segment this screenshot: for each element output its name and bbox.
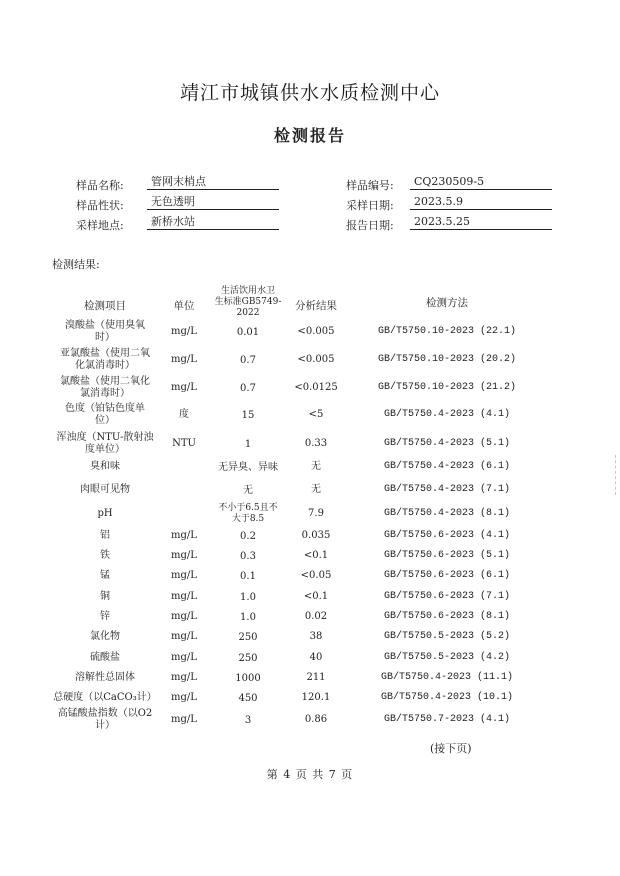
item-name: 锌 <box>100 611 110 622</box>
item-method: GB/T5750.10-2023 (22.1) <box>377 326 517 337</box>
item-unit: mg/L <box>171 550 197 561</box>
item-result: 120.1 <box>301 692 331 703</box>
item-result: 无 <box>311 461 321 472</box>
item-method: GB/T5750.6-2023 (8.1) <box>383 611 511 622</box>
item-name: 铁 <box>100 550 110 561</box>
item-standard: 250 <box>238 631 258 643</box>
item-standard: 1.0 <box>240 611 256 623</box>
col-standard: 生标准GB5749- <box>214 297 282 307</box>
item-method: GB/T5750.4-2023 (8.1) <box>383 508 511 519</box>
col-standard: 生活饮用水卫 <box>220 286 275 296</box>
item-standard: 250 <box>238 652 258 664</box>
item-unit: mg/L <box>171 692 197 703</box>
seal-edge <box>603 455 616 495</box>
item-standard: 15 <box>241 409 255 421</box>
item-name: 锰 <box>100 570 110 581</box>
item-standard: 0.01 <box>236 326 260 338</box>
item-name: 氯消毒时） <box>80 388 130 399</box>
item-name: 臭和味 <box>90 461 120 472</box>
item-unit: mg/L <box>171 611 197 622</box>
item-name: 位） <box>95 415 115 426</box>
item-result: <0.005 <box>297 326 335 337</box>
item-unit: 度 <box>179 409 189 420</box>
item-unit: mg/L <box>171 672 197 683</box>
item-name: 硫酸盐 <box>90 652 120 663</box>
page-footer: 第 4 页 共 7 页 <box>266 768 354 781</box>
col-standard: 2022 <box>236 308 260 318</box>
item-method: GB/T5750.4-2023 (6.1) <box>383 461 511 472</box>
item-result: <0.0125 <box>294 382 338 393</box>
item-result: 0.33 <box>304 438 328 449</box>
item-name: 计） <box>95 720 115 731</box>
info-label: 采样地点: <box>76 219 124 232</box>
item-result: 0.035 <box>301 530 331 541</box>
item-result: 40 <box>309 652 323 663</box>
col-unit: 单位 <box>173 300 195 312</box>
item-standard: 无异臭、异味 <box>218 461 278 473</box>
item-unit: mg/L <box>171 631 197 642</box>
item-standard: 不小于6.5且不 <box>218 503 278 513</box>
org-name: 靖江市城镇供水水质检测中心 <box>179 82 440 104</box>
col-item: 检测项目 <box>84 300 126 312</box>
info-label: 采样日期: <box>346 199 394 212</box>
item-method: GB/T5750.4-2023 (7.1) <box>383 484 511 495</box>
item-name: 高锰酸盐指数（以O2 <box>57 708 153 719</box>
item-method: GB/T5750.10-2023 (21.2) <box>377 382 517 393</box>
item-method: GB/T5750.5-2023 (4.2) <box>383 652 511 663</box>
info-value: 无色透明 <box>147 195 279 210</box>
item-method: GB/T5750.6-2023 (4.1) <box>383 530 511 541</box>
item-standard: 0.2 <box>240 530 256 542</box>
item-method: GB/T5750.5-2023 (5.2) <box>383 631 511 642</box>
item-unit: mg/L <box>171 354 197 365</box>
item-unit: mg/L <box>171 714 197 725</box>
item-method: GB/T5750.4-2023 (11.1) <box>380 672 514 683</box>
item-standard: 1 <box>244 438 252 450</box>
item-name: 浑浊度（NTU-散射浊 <box>56 432 154 443</box>
info-label: 样品名称: <box>76 179 124 192</box>
item-name: 氯化物 <box>90 631 120 642</box>
item-unit: mg/L <box>171 382 197 393</box>
item-unit: NTU <box>172 438 196 449</box>
item-result: <5 <box>308 409 324 420</box>
item-method: GB/T5750.10-2023 (20.2) <box>377 354 517 365</box>
continued-note: (接下页) <box>430 742 472 755</box>
item-result: <0.1 <box>303 591 329 602</box>
col-result: 分析结果 <box>295 300 337 312</box>
item-result: 38 <box>309 631 323 642</box>
item-result: <0.05 <box>300 570 332 581</box>
item-name: 总硬度（以CaCO₃计） <box>53 692 157 703</box>
item-name: 度单位） <box>85 444 125 455</box>
item-unit: mg/L <box>171 591 197 602</box>
item-method: GB/T5750.4-2023 (4.1) <box>383 409 511 420</box>
report-title: 检测报告 <box>273 126 346 145</box>
item-standard: 大于8.5 <box>231 514 265 524</box>
item-standard: 450 <box>238 692 258 704</box>
item-result: 0.02 <box>304 611 328 622</box>
item-result: 211 <box>306 672 326 683</box>
item-unit: mg/L <box>171 530 197 541</box>
info-value: 新桥水站 <box>147 215 279 230</box>
item-name: 铝 <box>100 530 110 541</box>
item-standard: 0.1 <box>240 570 256 582</box>
item-result: <0.1 <box>303 550 329 561</box>
item-standard: 0.7 <box>240 354 256 366</box>
item-result: 无 <box>311 484 321 495</box>
item-name: 亚氯酸盐（使用二氧 <box>60 348 150 359</box>
item-name: pH <box>97 508 113 519</box>
info-value: 2023.5.9 <box>410 195 552 210</box>
item-name: 铜 <box>100 591 110 602</box>
item-method: GB/T5750.6-2023 (7.1) <box>383 591 511 602</box>
item-result: 0.86 <box>304 714 328 725</box>
item-standard: 1000 <box>235 672 261 684</box>
item-standard: 0.3 <box>240 550 256 562</box>
info-label: 样品编号: <box>346 179 394 192</box>
item-name: 溶解性总固体 <box>75 672 135 683</box>
item-name: 溴酸盐（使用臭氧 <box>65 320 145 331</box>
col-method: 检测方法 <box>426 297 468 309</box>
item-result: <0.005 <box>297 354 335 365</box>
item-method: GB/T5750.6-2023 (6.1) <box>383 570 511 581</box>
info-value: CQ230509-5 <box>410 175 552 190</box>
item-method: GB/T5750.6-2023 (5.1) <box>383 550 511 561</box>
item-method: GB/T5750.4-2023 (10.1) <box>380 692 514 703</box>
info-label: 样品性状: <box>76 199 124 212</box>
item-method: GB/T5750.7-2023 (4.1) <box>383 714 511 725</box>
item-method: GB/T5750.4-2023 (5.1) <box>383 438 511 449</box>
item-result: 7.9 <box>308 508 324 519</box>
item-name: 时） <box>95 332 115 343</box>
item-name: 色度（铂钴色度单 <box>65 403 145 414</box>
info-label: 报告日期: <box>346 219 394 232</box>
item-name: 氯酸盐（使用二氧化 <box>60 376 150 387</box>
item-standard: 0.7 <box>240 382 256 394</box>
item-standard: 3 <box>244 714 252 726</box>
item-name: 肉眼可见物 <box>80 484 130 495</box>
item-unit: mg/L <box>171 326 197 337</box>
item-standard: 无 <box>243 484 253 496</box>
results-label: 检测结果: <box>52 258 100 271</box>
item-standard: 1.0 <box>240 591 256 603</box>
info-value: 管网末梢点 <box>147 175 279 190</box>
item-name: 化氯消毒时） <box>75 360 135 371</box>
info-value: 2023.5.25 <box>410 215 552 230</box>
item-unit: mg/L <box>171 652 197 663</box>
item-unit: mg/L <box>171 570 197 581</box>
